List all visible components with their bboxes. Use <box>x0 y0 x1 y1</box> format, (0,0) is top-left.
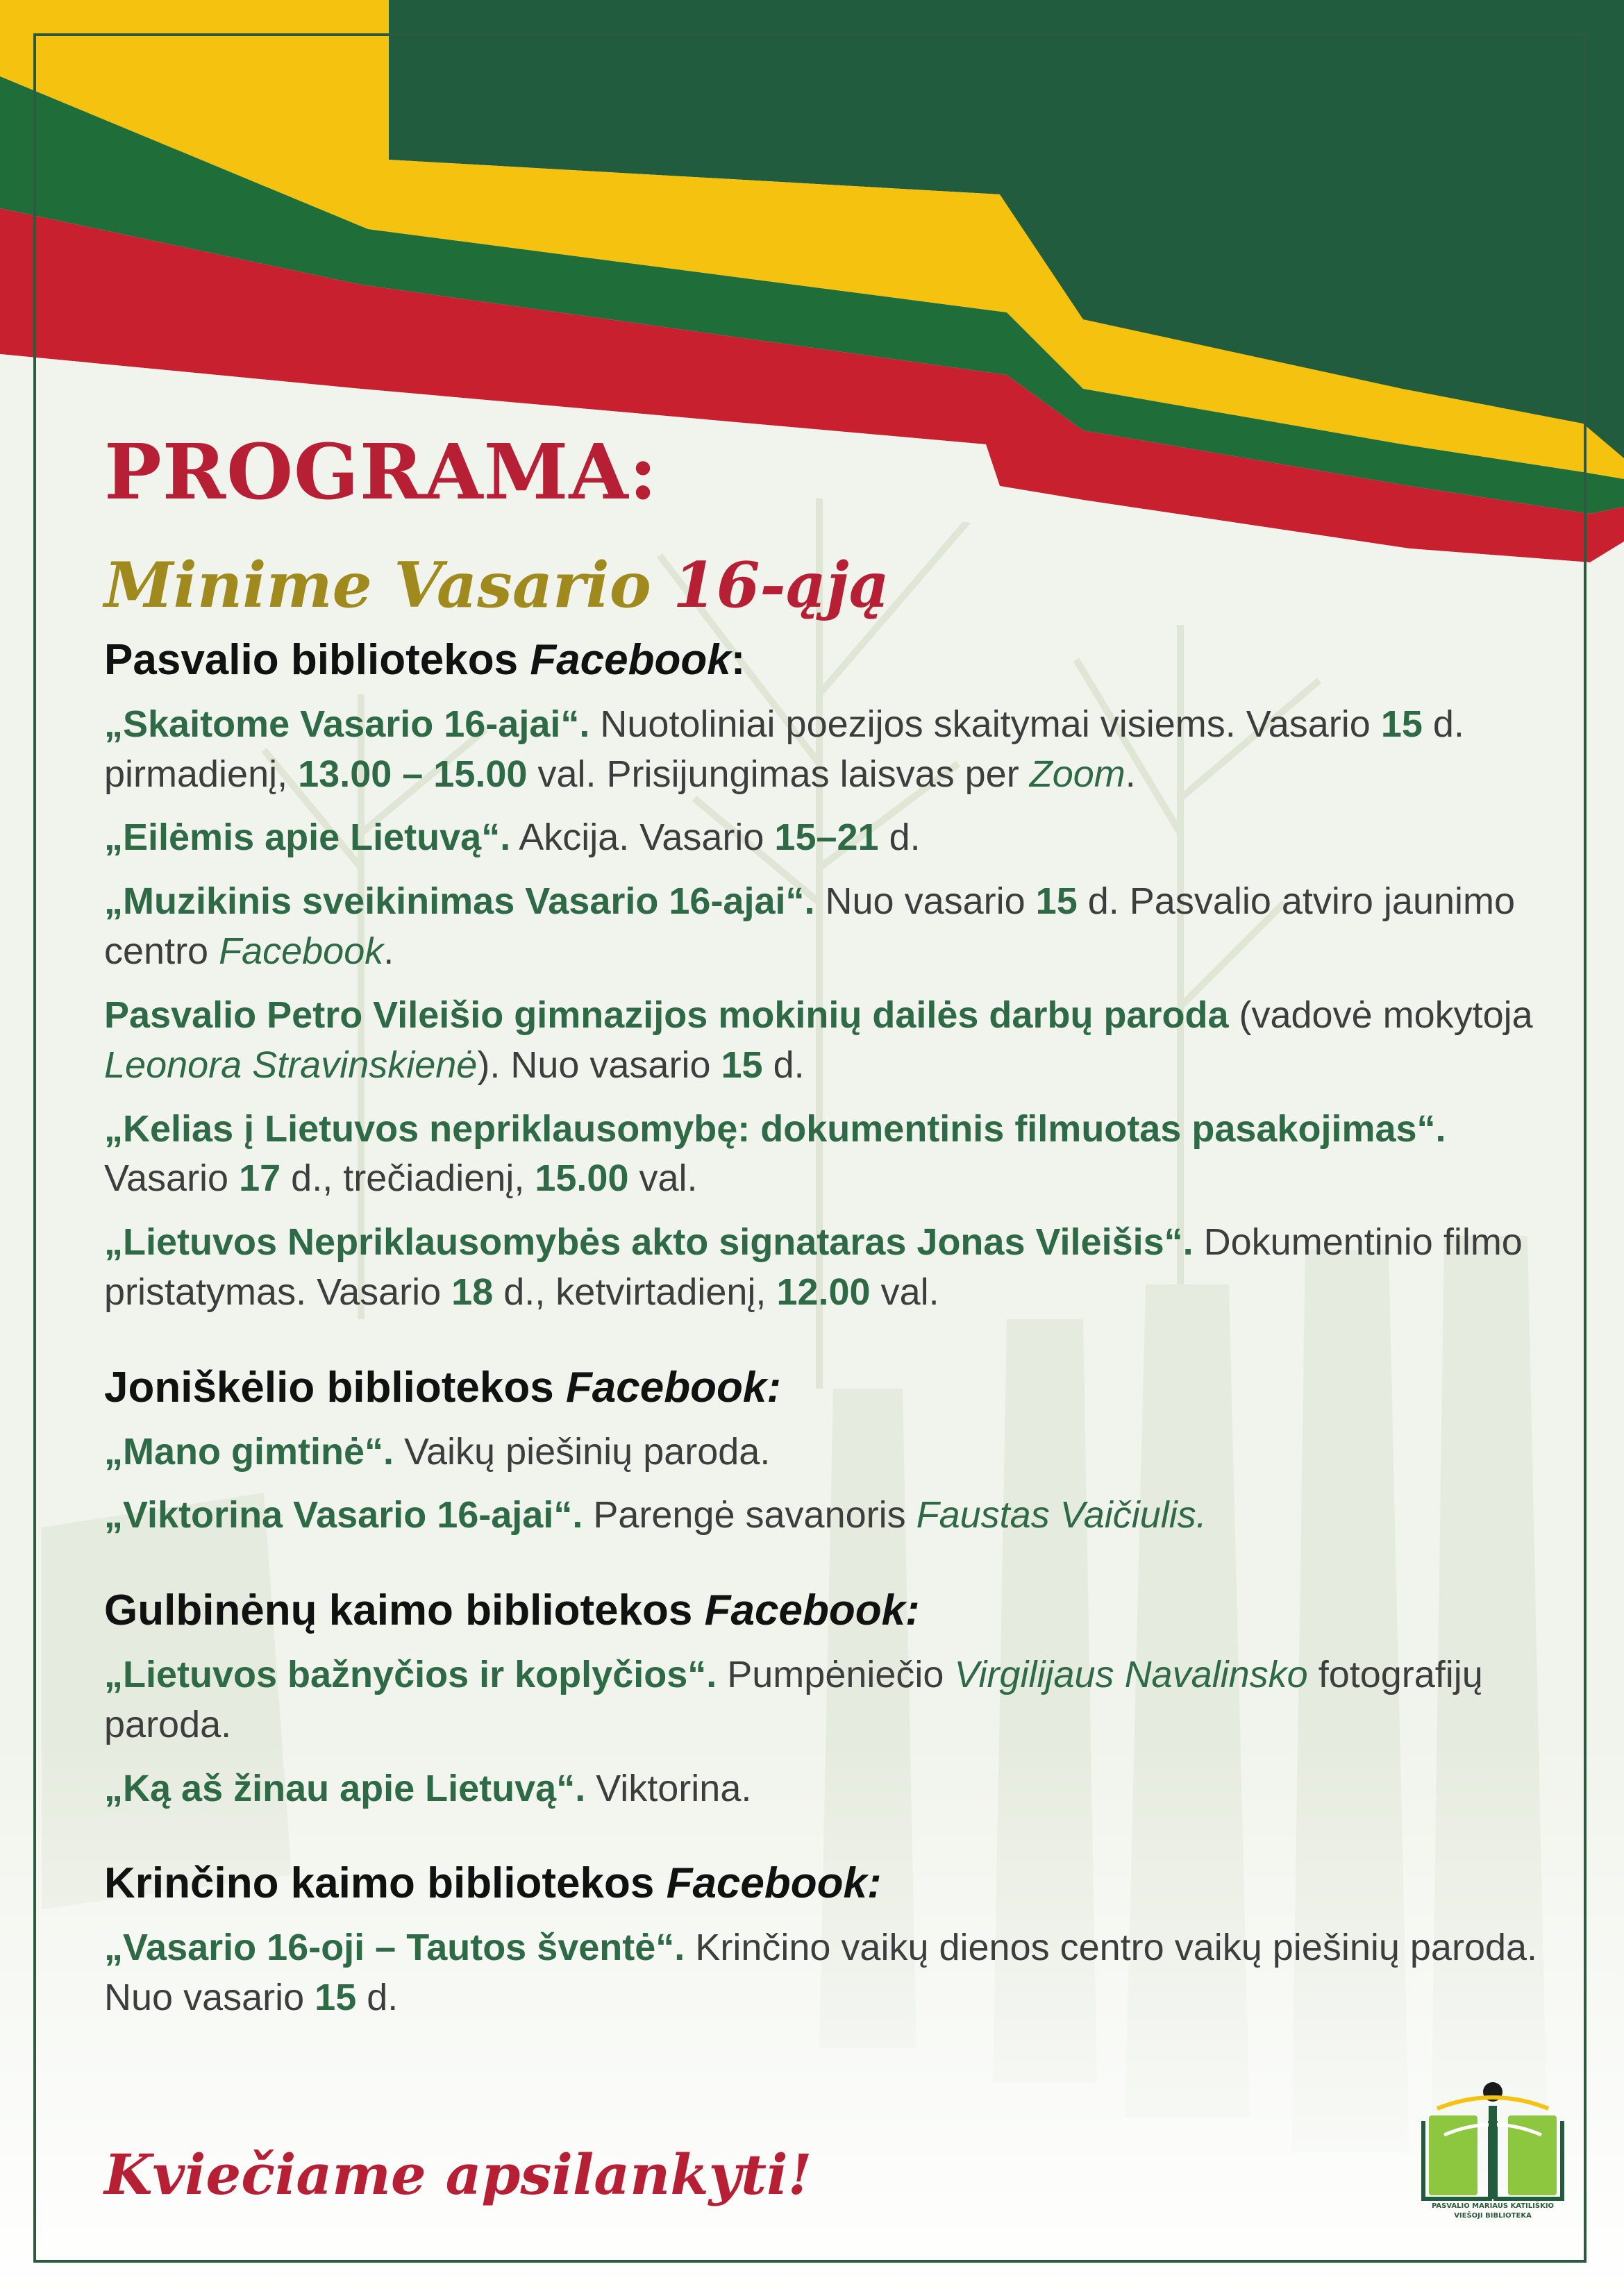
section-heading <box>104 632 1548 689</box>
event-title: „Kelias į Lietuvos nepriklausomybę: dokumentinis filmuotas pasakojimas“. <box>104 1107 1446 1150</box>
event-name-italic: Leonora Stravinskienė <box>104 1044 478 1086</box>
subtitle <box>104 548 889 622</box>
section-heading-lead: Joniškėlio bibliotekos <box>104 1363 566 1411</box>
section-heading-lead: Krinčino kaimo bibliotekos <box>104 1859 667 1908</box>
event-text: . <box>383 930 394 973</box>
event-text: d. pirmadienį, <box>104 703 1464 795</box>
event-text: val. Prisijungimas laisvas per <box>527 753 1030 795</box>
event-name-italic: Facebook <box>219 930 384 973</box>
event-text: Viktorina. <box>585 1767 752 1809</box>
event-text: d. Pasvalio atviro jaunimo centro <box>104 880 1516 973</box>
event-text: Nuo vasario <box>814 880 1036 923</box>
event-text: d., ketvirtadienį, <box>493 1271 777 1313</box>
program-item <box>104 1427 1548 1477</box>
section-heading-platform: Facebook: <box>565 1363 781 1411</box>
program-item <box>104 1491 1548 1541</box>
closing-invitation: Kviečiame apsilankyti! <box>104 2142 812 2207</box>
program-item <box>104 813 1548 863</box>
library-book-logo-icon <box>1409 2079 1576 2201</box>
event-text: d. <box>878 816 921 859</box>
event-number: 13.00 – 15.00 <box>298 753 528 795</box>
program-list <box>104 632 1548 2037</box>
event-text: Akcija. Vasario <box>510 816 775 859</box>
event-number: 18 <box>451 1271 494 1313</box>
event-title: „Ką aš žinau apie Lietuvą“. <box>104 1767 586 1809</box>
event-name-italic: Zoom <box>1029 753 1125 795</box>
event-text: Vaikų piešinių paroda. <box>394 1430 771 1473</box>
section-heading-platform: Facebook <box>530 636 731 684</box>
event-text: . <box>1125 753 1136 795</box>
program-item <box>104 700 1548 800</box>
section-heading <box>104 1582 1548 1639</box>
event-title: „Lietuvos Nepriklausomybės akto signataras Jonas Vileišis“. <box>104 1221 1194 1264</box>
library-section <box>104 1359 1548 1541</box>
event-name-italic: Faustas Vaičiulis. <box>916 1494 1207 1536</box>
event-number: 17 <box>239 1157 281 1200</box>
event-text: Parengė savanoris <box>583 1494 916 1536</box>
event-title: „Muzikinis sveikinimas Vasario 16-ajai“. <box>104 880 815 923</box>
logo-line-2: VIEŠOJI BIBLIOTEKA <box>1454 2212 1532 2220</box>
event-text: Vasario <box>104 1157 240 1200</box>
event-title: Pasvalio Petro Vileišio gimnazijos mokinių dailės darbų paroda <box>104 994 1229 1036</box>
event-text: val. <box>628 1157 698 1200</box>
event-text: (vadovė mokytoja <box>1228 994 1533 1036</box>
event-number: 15 <box>1035 880 1078 923</box>
program-item <box>104 991 1548 1091</box>
subtitle-number: 16-ąją <box>673 548 889 622</box>
program-item <box>104 1923 1548 2023</box>
program-item <box>104 1218 1548 1318</box>
library-section <box>104 1855 1548 2022</box>
event-text: d., trečiadienį, <box>281 1157 535 1200</box>
program-item <box>104 1764 1548 1814</box>
section-heading-lead: Pasvalio bibliotekos <box>104 636 530 684</box>
event-text: d. <box>762 1044 805 1086</box>
event-title: „Eilėmis apie Lietuvą“. <box>104 816 511 859</box>
event-text: Dokumentinio filmo pristatymas. Vasario <box>104 1221 1523 1313</box>
event-text: Krinčino vaikų dienos centro vaikų piešinių paroda. Nuo vasario <box>104 1927 1538 2019</box>
page-title: PROGRAMA: <box>104 427 658 517</box>
section-heading <box>104 1855 1548 1912</box>
event-number: 15 <box>1380 703 1423 745</box>
library-section <box>104 632 1548 1318</box>
event-text: Nuotoliniai poezijos skaitymai visiems. Vasario <box>589 703 1381 745</box>
logo-line-1: PASVALIO MARIAUS KATILIŠKIO <box>1431 2202 1555 2210</box>
event-title: „Lietuvos bažnyčios ir koplyčios“. <box>104 1654 717 1696</box>
event-number: 15 <box>315 1977 357 2019</box>
event-name-italic: Virgilijaus Navalinsko <box>954 1654 1308 1696</box>
section-heading-tail: : <box>730 636 746 684</box>
event-title: „Mano gimtinė“. <box>104 1430 394 1473</box>
section-heading-platform: Facebook: <box>704 1586 920 1635</box>
library-section <box>104 1582 1548 1813</box>
event-text: d. <box>356 1977 399 2019</box>
event-number: 15.00 <box>535 1157 629 1200</box>
section-heading <box>104 1359 1548 1416</box>
event-text: Pumpėniečio <box>717 1654 955 1696</box>
section-heading-platform: Facebook: <box>666 1859 882 1908</box>
event-number: 12.00 <box>776 1271 871 1313</box>
event-number: 15 <box>721 1044 763 1086</box>
program-item <box>104 877 1548 977</box>
subtitle-lead: Minime Vasario <box>104 548 651 622</box>
event-number: 15–21 <box>774 816 879 859</box>
event-title: „Skaitome Vasario 16-ajai“. <box>104 703 590 745</box>
event-title: „Viktorina Vasario 16-ajai“. <box>104 1494 583 1536</box>
program-item <box>104 1105 1548 1205</box>
event-text: ). Nuo vasario <box>477 1044 721 1086</box>
section-heading-lead: Gulbinėnų kaimo bibliotekos <box>104 1586 705 1635</box>
event-title: „Vasario 16-oji – Tautos šventė“. <box>104 1927 685 1969</box>
event-text: val. <box>870 1271 939 1313</box>
program-item <box>104 1650 1548 1750</box>
event-text: fotografijų paroda. <box>104 1654 1483 1745</box>
library-logo <box>1409 2079 1576 2229</box>
